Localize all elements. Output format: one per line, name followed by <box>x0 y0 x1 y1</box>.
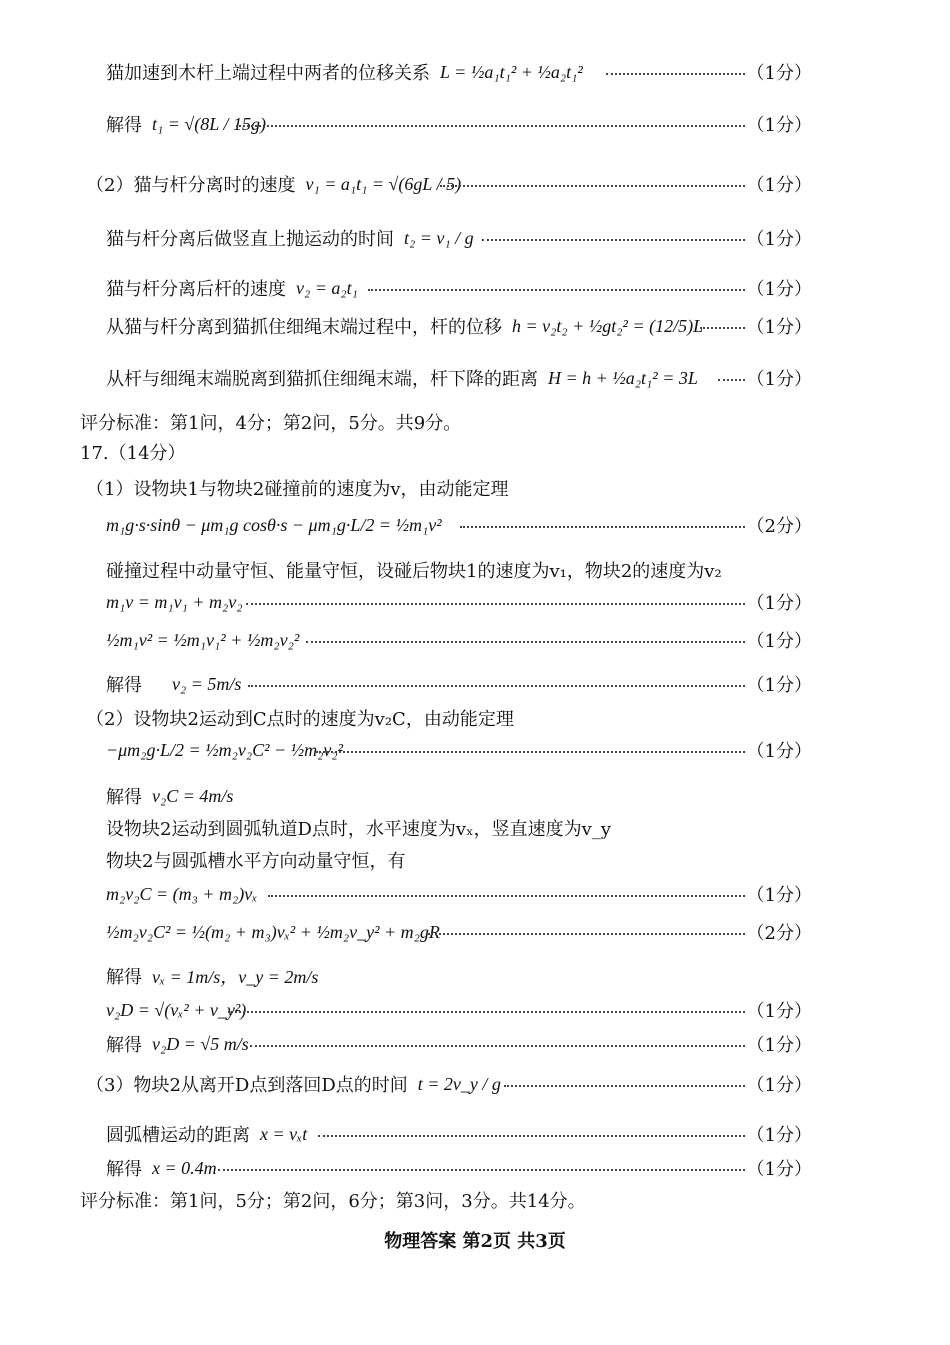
score: （1分） <box>746 741 812 762</box>
line-text: 评分标准：第1问，5分；第2问，6分；第3问，3分。共14分。 <box>80 1191 586 1212</box>
score: （1分） <box>746 885 812 906</box>
leader-dots <box>316 751 745 753</box>
equation: v₂ = 5m/s <box>172 673 242 694</box>
score: （1分） <box>746 369 812 390</box>
leader-dots <box>460 526 745 528</box>
line-text: 物块2与圆弧槽水平方向动量守恒，有 <box>106 851 406 872</box>
leader-dots <box>318 1135 745 1137</box>
score: （1分） <box>746 1125 812 1146</box>
score: （1分） <box>746 675 812 696</box>
leader-dots <box>218 1169 745 1171</box>
line-13 <box>0 620 950 660</box>
equation: m₂v₂C = (m₃ + m₂)vₓ <box>106 883 258 904</box>
equation: L = ½a₁t₁² + ½a₂t₁² <box>440 61 583 82</box>
score: （1分） <box>746 317 812 338</box>
score: （1分） <box>746 279 812 300</box>
leader-dots <box>236 125 745 127</box>
score: （1分） <box>746 229 812 250</box>
leader-dots <box>306 641 745 643</box>
equation: vₓ = 1m/s，v_y = 2m/s <box>152 967 319 987</box>
leader-dots <box>248 685 745 687</box>
line-28 <box>0 1180 950 1220</box>
line-text: 解得 <box>106 787 142 808</box>
line-text: 猫与杆分离后杆的速度 <box>106 279 286 300</box>
line-16 <box>0 730 950 770</box>
line-12 <box>0 582 950 622</box>
leader-dots <box>428 933 745 935</box>
line-9 <box>0 468 950 508</box>
line-10 <box>0 505 950 545</box>
line-25 <box>0 1064 950 1104</box>
equation: t₂ = v₁ / g <box>404 227 474 248</box>
equation: v₂C = 4m/s <box>152 785 234 806</box>
line-text: （2）猫与杆分离时的速度 <box>86 175 296 196</box>
line-text: 猫加速到木杆上端过程中两者的位移关系 <box>106 63 430 84</box>
leader-dots <box>268 895 745 897</box>
line-text: 解得 <box>106 1159 142 1180</box>
line-text: 圆弧槽运动的距离 <box>106 1125 250 1146</box>
question-heading: 17.（14分） <box>80 443 186 464</box>
score: （1分） <box>746 1075 812 1096</box>
line-text: （3）物块2从离开D点到落回D点的时间 <box>86 1075 408 1096</box>
leader-dots <box>246 603 745 605</box>
equation: v₂D = √5 m/s <box>152 1033 249 1054</box>
equation: x = vₓt <box>260 1123 308 1144</box>
line-text: 评分标准：第1问，4分；第2问，5分。共9分。 <box>80 413 462 434</box>
leader-dots <box>606 73 745 75</box>
line-1 <box>0 104 950 144</box>
line-6 <box>0 358 950 398</box>
line-text: （1）设物块1与物块2碰撞前的速度为v，由动能定理 <box>86 479 509 500</box>
equation: v₁ = a₁t₁ = √(6gL / 5) <box>305 173 462 194</box>
score: （1分） <box>746 115 812 136</box>
score: （1分） <box>746 1001 812 1022</box>
leader-dots <box>504 1085 745 1087</box>
score: （1分） <box>746 1035 812 1056</box>
score: （1分） <box>746 63 812 84</box>
line-2 <box>0 164 950 204</box>
line-text: 解得 <box>106 1035 142 1056</box>
leader-dots <box>482 239 745 241</box>
line-24 <box>0 1024 950 1064</box>
equation: m₁v = m₁v₁ + m₂v₂ <box>106 591 243 612</box>
line-text: 解得 <box>106 115 142 136</box>
leader-dots <box>250 1045 745 1047</box>
line-4 <box>0 268 950 308</box>
equation: H = h + ½a₂t₁² = 3L <box>548 367 698 388</box>
equation: t = 2v_y / g <box>417 1073 501 1094</box>
leader-dots <box>440 185 745 187</box>
score: （2分） <box>746 923 812 944</box>
line-text: 解得 <box>106 967 142 988</box>
line-21 <box>0 912 950 952</box>
line-text: 碰撞过程中动量守恒、能量守恒，设碰后物块1的速度为v₁，物块2的速度为v₂ <box>106 561 722 582</box>
line-text: 设物块2运动到圆弧轨道D点时，水平速度为vₓ，竖直速度为v_y <box>106 819 612 840</box>
equation: v₂D = √(vₓ² + v_y²) <box>106 999 247 1020</box>
page-footer: 物理答案 第2页 共3页 <box>384 1231 566 1252</box>
equation: x = 0.4m <box>152 1157 217 1178</box>
line-20 <box>0 874 950 914</box>
score: （1分） <box>746 593 812 614</box>
equation: t₁ = √(8L / 15g) <box>152 113 266 134</box>
score: （1分） <box>746 631 812 652</box>
line-text: 猫与杆分离后做竖直上抛运动的时间 <box>106 229 394 250</box>
score: （2分） <box>746 516 812 537</box>
equation: m₁g·s·sinθ − μm₁g cosθ·s − μm₁g·L/2 = ½m₁v² <box>106 514 442 535</box>
score: （1分） <box>746 1159 812 1180</box>
line-3 <box>0 218 950 258</box>
line-text: （2）设物块2运动到C点时的速度为v₂C，由动能定理 <box>86 709 514 730</box>
leader-dots <box>718 379 745 381</box>
line-0 <box>0 52 950 92</box>
equation: ½m₂v₂C² = ½(m₂ + m₃)vₓ² + ½m₂v_y² + m₂gR <box>106 921 440 942</box>
line-text: 从猫与杆分离到猫抓住细绳末端过程中，杆的位移 <box>106 317 502 338</box>
leader-dots <box>368 289 745 291</box>
leader-dots <box>700 327 745 329</box>
score: （1分） <box>746 175 812 196</box>
line-8 <box>0 432 950 472</box>
line-5 <box>0 306 950 346</box>
equation: −μm₂g·L/2 = ½m₂v₂C² − ½m₂v₂² <box>106 739 344 760</box>
line-text: 解得 <box>106 675 142 696</box>
equation: h = v₂t₂ + ½gt₂² = (12/5)L <box>512 315 704 336</box>
equation: v₂ = a₂t₁ <box>296 277 358 298</box>
equation: ½m₁v² = ½m₁v₁² + ½m₂v₂² <box>106 629 300 650</box>
leader-dots <box>228 1011 745 1013</box>
line-text: 从杆与细绳末端脱离到猫抓住细绳末端，杆下降的距离 <box>106 369 538 390</box>
